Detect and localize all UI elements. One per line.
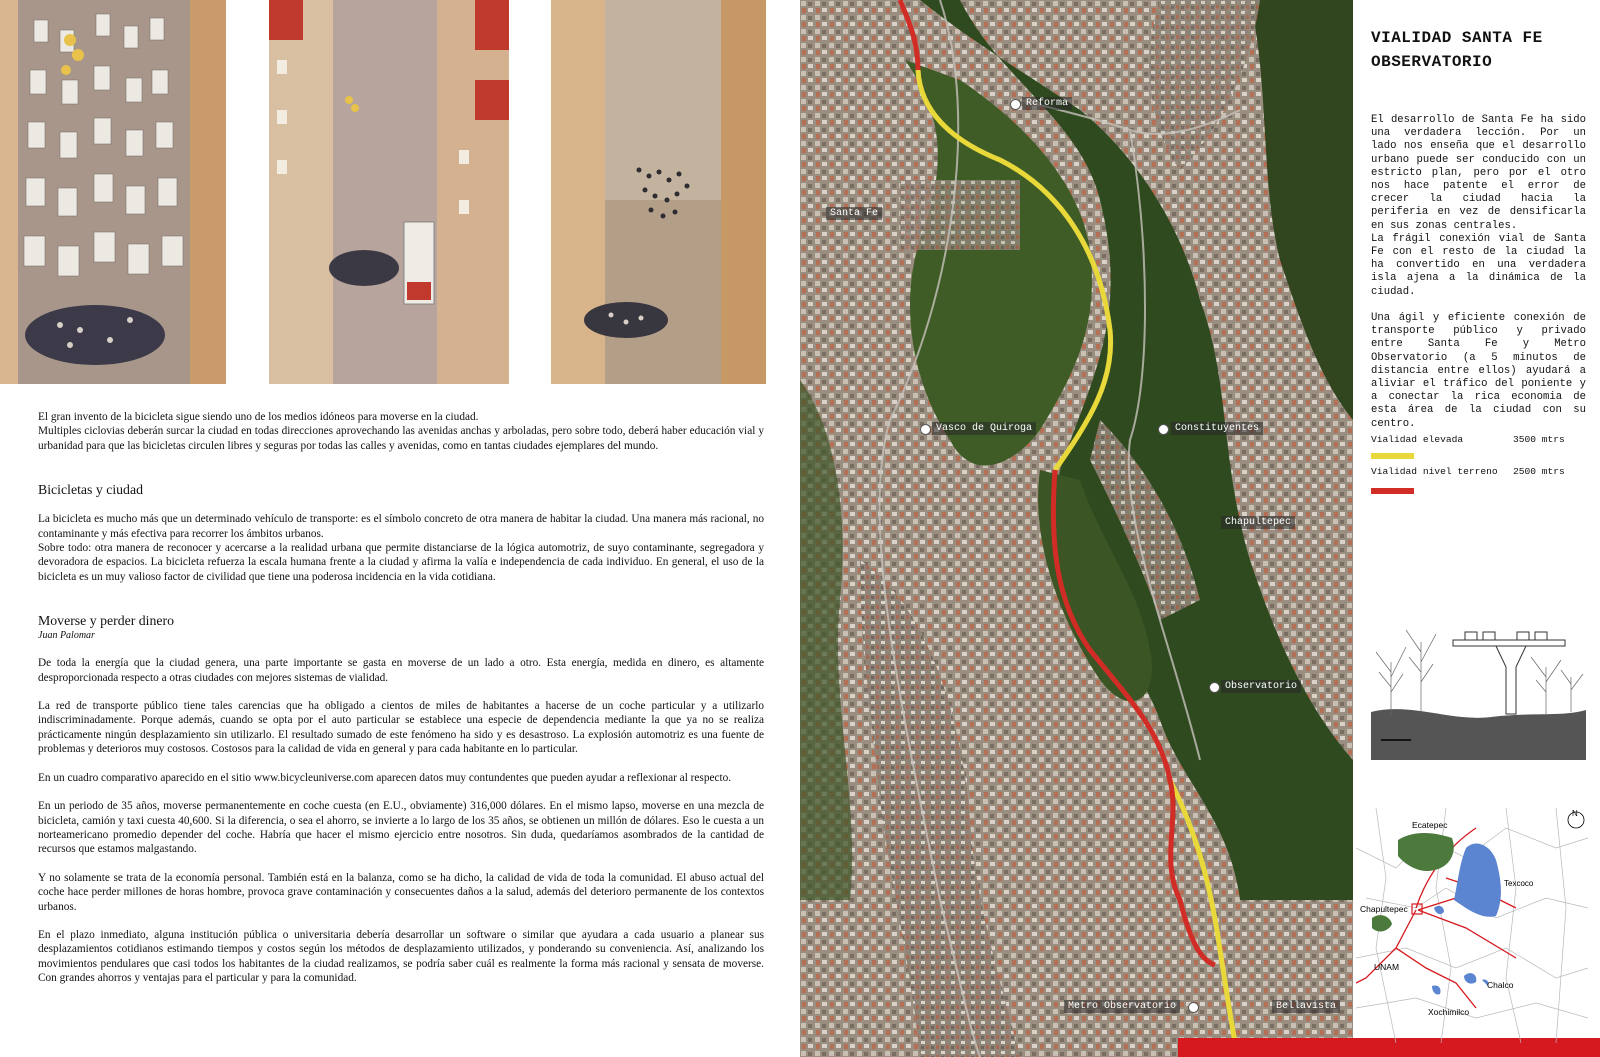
heading-bicicletas: Bicicletas y ciudad — [38, 482, 143, 498]
paragraph-4: En un periodo de 35 años, moverse permanentemente en coche cuesta (en E.U., obviamente) 316,000 dólares. En el mismo lapso, moverse en una mezcla de bicicleta, camión y taxi cuesta 40,600. Si la diferencia, o sea el ahorro, se invierte a lo largo de los 35 años, se obtienen un millón de dólares. Eso le cuesta a un norteamericano promedio depender del coche. Habría que hacer el mismo ejercicio entre nosotros. Sin duda, quedaríamos asombrados de la cantidad de recursos que estamos malgastando. — [38, 800, 764, 856]
paragraph-1: De toda la energía que la ciudad genera, una parte importante se gasta en moverse de un lado a otro. Esta energía, medida en dinero, es altamente desproporcionada respecto a otras ciudades con mejores sistemas de vialidad. — [38, 657, 764, 684]
legend-ground-value: 2500 mtrs — [1513, 466, 1565, 477]
place-xochimilco: Xochimilco — [1428, 1007, 1470, 1017]
title-line-1: VIALIDAD SANTA FE — [1371, 29, 1543, 47]
heading-moverse: Moverse y perder dinero — [38, 613, 175, 629]
map-label-observatorio: Observatorio — [1221, 680, 1301, 693]
intro-paragraph-2: Multiples ciclovias deberán surcar la ciudad en todas direcciones aprovechando las avenidas anchas y arboladas, pero sobre todo, deberá haber educación vial y urbanidad para que las bicicletas circulen libres y seguras por todas las calles y avenidas, como en tantas ciudades ejemplares del mundo. — [38, 425, 764, 452]
marker-dot — [1209, 682, 1220, 693]
intro-paragraph-1: El gran invento de la bicicleta sigue siendo uno de los medios idóneos para moverse en la ciudad. — [38, 411, 479, 423]
photo-bicycles — [551, 0, 766, 384]
place-texcoco: Texcoco — [1504, 879, 1534, 888]
map-label-chapultepec: Chapultepec — [1221, 516, 1295, 529]
paragraph-6: En el plazo inmediato, alguna institución pública o universitaria debería desarrollar un software o similar que ayudara a cada usuario a planear sus desplazamientos cotidianos estimando tiempos y costos según los métodos de desplazamiento utilizados, y ponderando su conveniencia. Así, analizando los movimientos pendulares que casi todos los habitantes de la ciudad realizamos, se podría saber cuál es realmente la forma más racional y sensata de moverse. Con grandes ahorros y ventajas para el particular y para la comunidad. — [38, 928, 764, 985]
title-line-2: OBSERVATORIO — [1371, 53, 1493, 71]
description: El desarrollo de Santa Fe ha sido una verdadera lección. Por un lado nos enseña que el desarrollo urbano puede ser conducido con un estricto plan, pero por el otro nos hace patente el error de crecer la ciudad hacia la periferia en vez de densificarla en sus zonas centrales. La frágil conexión vial de Santa Fe con el resto de la ciudad la ha convertido en una verdadera isla ajena a la dinámica de la ciudad. Una ágil y eficiente conexión de transporte público y privado entre Santa Fe y Metro Observatorio (a 5 minutos de distancia entre ellos) ayudará a aliviar el tráfico del poniente y a conectar la rica economia de esta área de la ciudad con su centro. — [1371, 114, 1586, 430]
marker-dot — [1010, 99, 1021, 110]
marker-dot — [920, 424, 931, 435]
author: Juan Palomar — [38, 630, 95, 642]
legend-ground-label: Vialidad nivel terreno — [1371, 466, 1498, 477]
legend-elevated-value: 3500 mtrs — [1513, 434, 1565, 445]
legend-elevated-swatch — [1371, 453, 1414, 459]
article — [38, 410, 764, 986]
bici-paragraph-1: La bicicleta es mucho más que un determinado vehículo de transporte: es el símbolo concreto de otra manera de habitar la ciudad. Una manera más racional, no contaminante y más efectiva para recorrer los ámbitos urbanos. — [38, 513, 764, 540]
map-label-reforma: Reforma — [1022, 97, 1072, 110]
photo-traffic-cars — [0, 0, 226, 384]
map-label-bellavista: Bellavista — [1272, 1000, 1340, 1013]
map-label-santa-fe: Santa Fe — [826, 207, 882, 220]
map-label-metro-observatorio: Metro Observatorio — [1064, 1000, 1180, 1013]
paragraph-2: La red de transporte público tiene tales carencias que ha obligado a cientos de miles de habitantes a hacerse de un coche particular y a utilizarlo indiscriminadamente. Porque además, cuando se opta por el auto particular se establece una especie de dependencia mediante la que ya no se realiza prácticamente ningún desplazamiento sin utilizarlo. El resultado sumado de este fenómeno ha sido y es desastroso. La explosión automotriz es una fuente de problemas y deterioros muy costosos. Costosos para la calidad de vida en general y para cada habitante en lo particular. — [38, 700, 764, 756]
photo-bus — [269, 0, 509, 384]
cross-section-drawing — [1371, 622, 1586, 760]
north-label: N — [1572, 809, 1578, 818]
legend-ground-swatch — [1371, 488, 1414, 494]
bici-paragraph-2: Sobre todo: otra manera de reconocer y acercarse a la realidad urbana que permite distanciarse de la lógica automotriz, de suyo contaminante, segregadora y devoradora de espacios. La bicicleta refuerza la escala humana frente a la ciudad y afirma la valía e independencia de cada individuo. En general, el uso de la bicicleta es un muy valioso factor de civilidad que tiene una poderosa incidencia en la vida cotidiana. — [38, 542, 764, 583]
paragraph-5: Y no solamente se trata de la economía personal. También está en la balanza, como se ha dicho, la calidad de vida de toda la comunidad. El abuso actual del coche hace perder millones de horas hombre, provoca grave contaminación y consecuentes daños a la salud, además del deterioro permanente de los contextos urbanos. — [38, 871, 764, 913]
page-title — [1371, 26, 1586, 74]
place-unam: UNAM — [1374, 962, 1400, 972]
map-label-constituyentes: Constituyentes — [1171, 422, 1263, 435]
paragraph-3: En un cuadro comparativo aparecido en el sitio www.bicycleuniverse.com aparecen datos muy contundentes que pueden ayudar a reflexionar al respecto. — [38, 771, 732, 784]
place-ecatepec: Ecatepec — [1412, 820, 1448, 830]
marker-dot — [1188, 1002, 1199, 1013]
marker-dot — [1158, 424, 1169, 435]
place-chapultepec: Chapultepec — [1360, 904, 1408, 914]
legend-elevated-label: Vialidad elevada — [1371, 434, 1464, 445]
map-label-vasco: Vasco de Quiroga — [932, 422, 1036, 435]
region-map — [1356, 808, 1588, 1043]
place-chalco: Chalco — [1487, 980, 1514, 990]
